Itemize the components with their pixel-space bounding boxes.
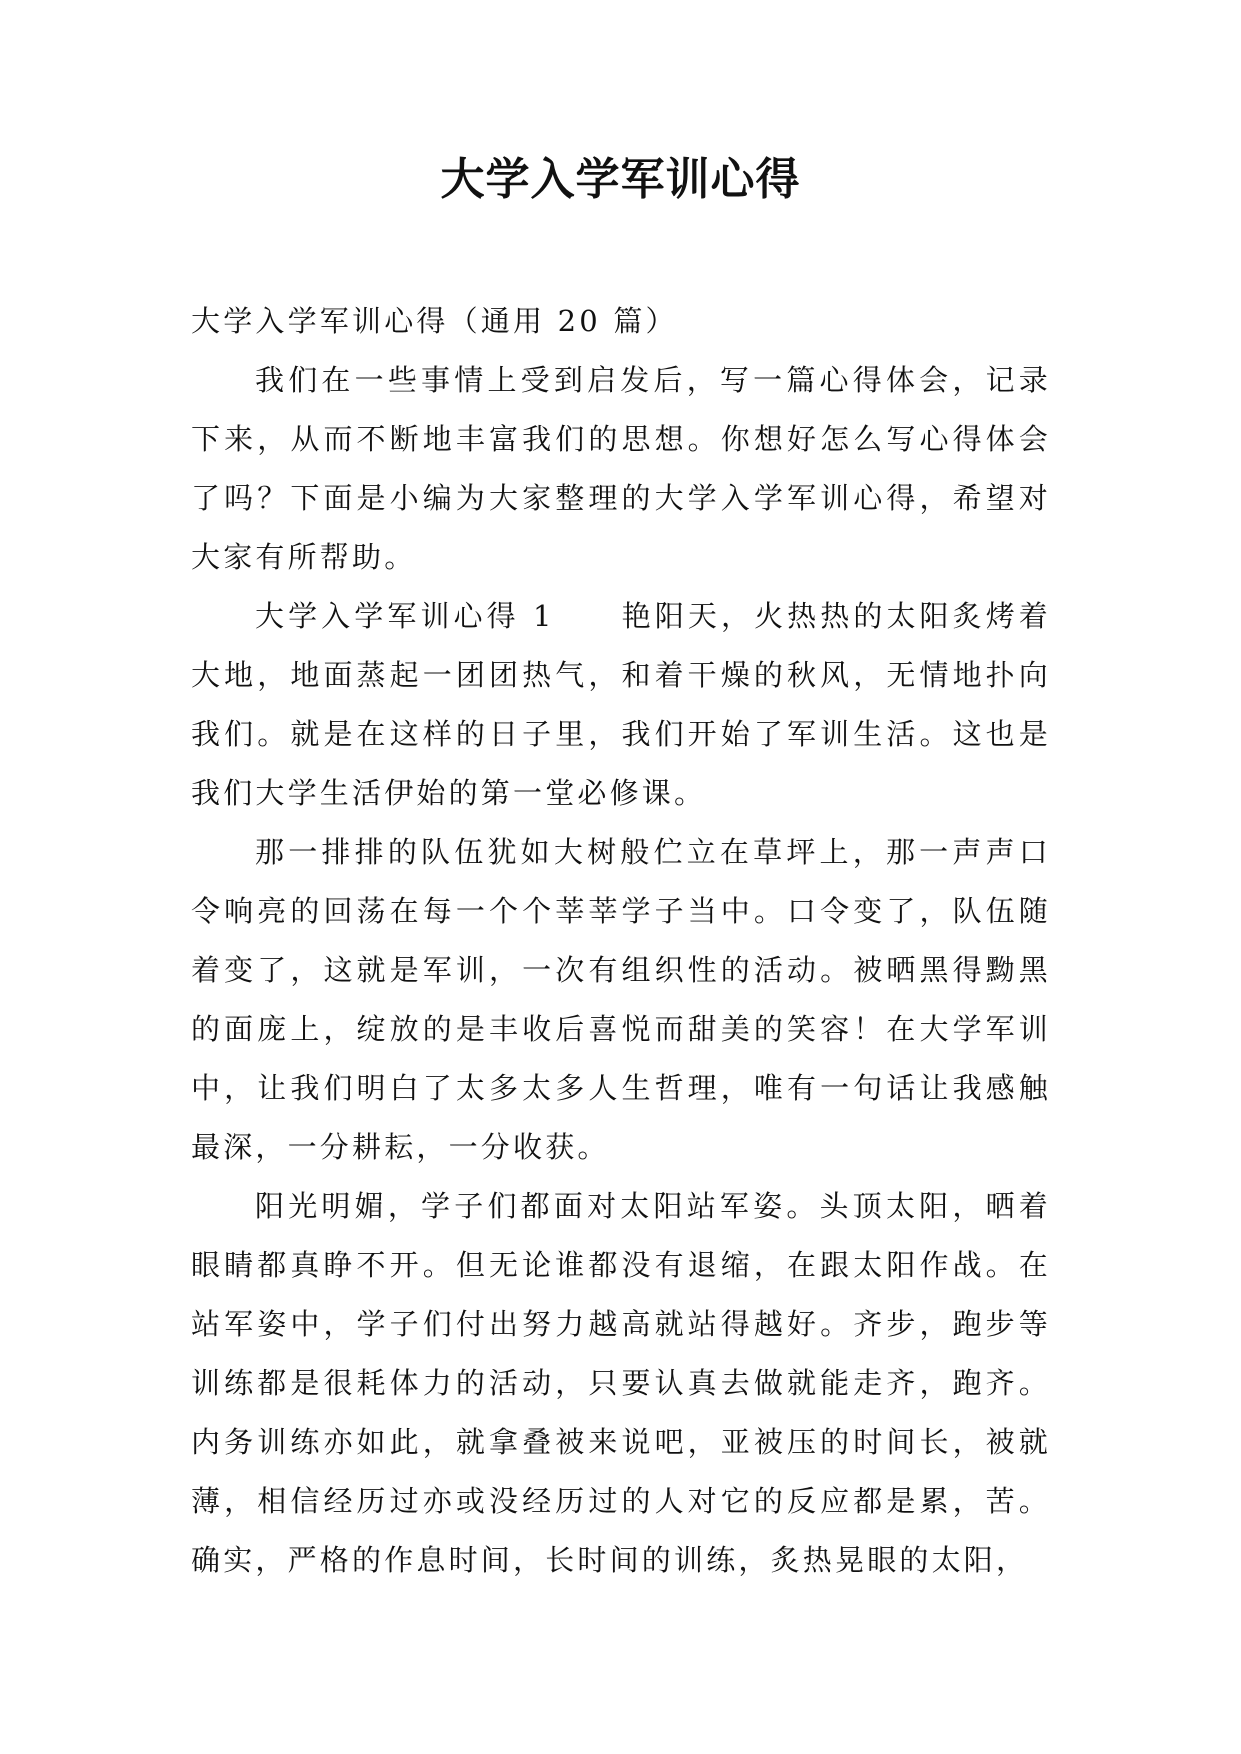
page-title: 大学入学军训心得 [440,154,801,205]
paragraph-essay-1-training: 阳光明媚，学子们都面对太阳站军姿。头顶太阳，晒着眼睛都真睁不开。但无论谁都没有退缩，在跟太阳作战。在站军姿中，学子们付出努力越高就站得越好。齐步，跑步等训练都是很耗体力的活动，只要认真去做就能走齐，跑齐。内务训练亦如此，就拿叠被来说吧，亚被压的时间长，被就薄，相信经历过亦或没经历过的人对它的反应都是累，苦。确实，严格的作息时间，长时间的训练，炙热晃眼的太阳， [191,1189,1051,1577]
paragraph-essay-1-formation: 那一排排的队伍犹如大树般伫立在草坪上，那一声声口令响亮的回荡在每一个个莘莘学子当中。口令变了，队伍随着变了，这就是军训，一次有组织性的活动。被晒黑得黝黑的面庞上，绽放的是丰收后喜悦而甜美的笑容！在大学军训中，让我们明白了太多太多人生哲理，唯有一句话让我感触最深，一分耕耘，一分收获。 [191,835,1051,1164]
document-body [191,292,1051,1590]
document-subtitle: 大学入学军训心得（通用 20 篇） [191,304,678,338]
paragraph-intro: 我们在一些事情上受到启发后，写一篇心得体会，记录下来，从而不断地丰富我们的思想。你想好怎么写心得体会了吗？下面是小编为大家整理的大学入学军训心得，希望对大家有所帮助。 [191,363,1051,574]
paragraph-essay-1-opening: 大学入学军训心得 1 艳阳天，火热热的太阳炙烤着大地，地面蒸起一团团热气，和着干燥的秋风，无情地扑向我们。就是在这样的日子里，我们开始了军训生活。这也是我们大学生活伊始的第一堂必修课。 [191,599,1051,810]
